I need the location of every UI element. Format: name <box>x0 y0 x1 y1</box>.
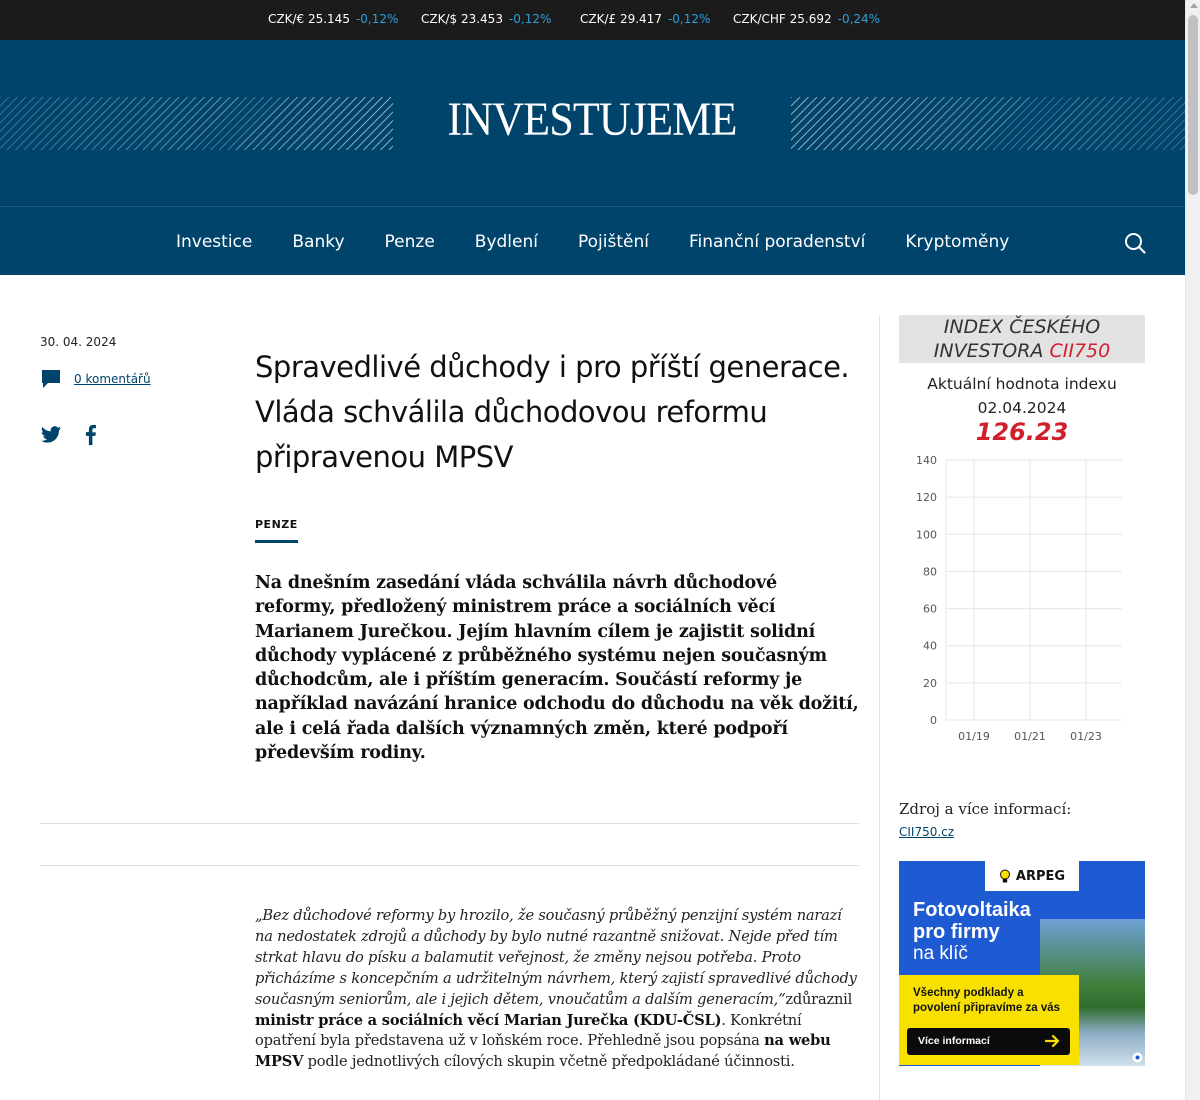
chart-ytick-label: 100 <box>916 528 937 542</box>
ticker-item <box>421 12 551 26</box>
ad-button-label: Více informací <box>918 1035 990 1047</box>
ticker-pair: CZK/$ 23.453 <box>421 12 503 26</box>
nav-item-banky[interactable]: Banky <box>292 231 345 252</box>
comments-block[interactable] <box>40 369 151 389</box>
nav-item-kryptomeny[interactable]: Kryptoměny <box>905 231 1010 252</box>
ad-more-info-button[interactable] <box>907 1028 1070 1055</box>
index-date: 02.04.2024 <box>977 399 1067 417</box>
ad-choices-icon[interactable] <box>1132 1052 1143 1063</box>
nav-item-investice[interactable]: Investice <box>176 231 253 252</box>
divider <box>40 865 859 866</box>
ad-subheadline: na klíč <box>913 943 968 964</box>
chart-ytick-label: 20 <box>923 676 937 690</box>
ticker-pair: CZK/€ 25.145 <box>268 12 350 26</box>
chart-ytick-label: 40 <box>923 639 937 653</box>
category-tag[interactable]: PENZE <box>255 518 298 543</box>
ticker-pair: CZK/£ 29.417 <box>580 12 662 26</box>
chart-ytick-label: 60 <box>923 602 937 616</box>
twitter-icon[interactable] <box>40 424 62 446</box>
body-text: . Konkrétní opatření byla představena už v loňském roce. Přehledně jsou popsána <box>255 1011 802 1050</box>
article-title: Spravedlivé důchody i pro příští generace. Vláda schválila důchodovou reformu připravenou MPSV <box>255 350 850 474</box>
ticker-change: -0,12% <box>508 12 552 26</box>
facebook-icon[interactable] <box>80 424 102 446</box>
scrollbar[interactable] <box>1185 0 1200 1100</box>
sidebar-divider <box>879 315 880 1100</box>
lightbulb-icon <box>999 869 1011 884</box>
chart-ytick-label: 140 <box>916 454 937 467</box>
article-lead: Na dnešním zasedání vláda schválila návrh důchodové reformy, předložený ministrem práce a sociálních věcí Marianem Jurečkou. Jejím hlavním cílem je zajistit solidní důchody vyplácené z průběžného systému nejen současným důchodcům, ale i příštím generacím. Součástí reformy je například navázání hranice odchodu do důchodu na věk dožití, ale i celá řada dalších významných změn, které podpoří především rodiny. <box>255 573 859 764</box>
body-text: podle jednotlivých cílových skupin včetně předpokládané účinnosti. <box>307 1053 795 1071</box>
ad-headline: Fotovoltaika pro firmy <box>913 899 1031 943</box>
chart-ytick-label: 120 <box>916 491 937 505</box>
chart-xtick-label: 01/21 <box>1014 730 1046 743</box>
chart-xtick-label: 01/23 <box>1070 730 1102 743</box>
ticker-pair: CZK/CHF 25.692 <box>733 12 832 26</box>
index-code: CII750 <box>1049 340 1111 362</box>
index-title: INDEX ČESKÉHO INVESTORA <box>933 316 1101 362</box>
divider <box>40 823 859 824</box>
ad-logo <box>985 861 1079 891</box>
decorative-stripes-right <box>791 97 1185 150</box>
currency-ticker <box>0 0 1185 40</box>
speaker-name: ministr práce a sociálních věcí Marian Jurečka (KDU-ČSL) <box>255 1011 722 1029</box>
nav-item-financni-poradenstvi[interactable]: Finanční poradenství <box>688 231 866 252</box>
ticker-item <box>580 12 710 26</box>
chart-xtick-label: 01/19 <box>958 730 990 743</box>
ticker-change: -0,12% <box>355 12 399 26</box>
source-label: Zdroj a více informací: <box>899 800 1072 818</box>
ticker-change: -0,12% <box>667 12 711 26</box>
article-date: 30. 04. 2024 <box>40 335 117 349</box>
article-paragraph <box>255 906 861 1073</box>
search-icon[interactable] <box>1124 232 1146 254</box>
arrow-right-icon <box>1045 1033 1061 1049</box>
index-chart <box>899 450 1145 750</box>
ad-banner[interactable] <box>899 861 1145 1066</box>
index-label: Aktuální hodnota indexu <box>927 375 1117 393</box>
nav-item-pojisteni[interactable]: Pojištění <box>577 231 649 252</box>
ticker-item <box>733 12 880 26</box>
masthead <box>0 40 1185 206</box>
scroll-up-arrow[interactable] <box>1190 3 1198 8</box>
ticker-change: -0,24% <box>837 12 881 26</box>
index-value: 126.23 <box>975 418 1069 446</box>
chart-ytick-label: 0 <box>930 714 937 727</box>
ad-brand: ARPEG <box>1015 868 1066 884</box>
comment-icon[interactable] <box>40 369 62 389</box>
said-text: zdůraznil <box>785 990 853 1008</box>
ticker-item <box>268 12 398 26</box>
comments-link[interactable]: 0 komentářů <box>74 372 151 386</box>
nav-item-bydleni[interactable]: Bydlení <box>474 231 538 252</box>
main-navigation <box>0 206 1185 275</box>
decorative-stripes-left <box>0 97 393 150</box>
source-link[interactable]: CII750.cz <box>899 825 955 839</box>
ad-yellow-text: Všechny podklady a povolení připravíme za vás <box>913 987 1061 1014</box>
nav-list <box>176 207 1049 276</box>
quote-text: „Bez důchodové reformy by hrozilo, že současný průběžný penzijní systém narazí na nedostatek zdrojů a důchody by bylo nutné razantně snižovat. Nejde před tím strkat hlavu do písku a balamutit veřejnost, že změny nejsou potřeba. Proto přicházíme s koncepčním a udržitelným návrhem, který zajistí spravedlivé důchody současným seniorům, ale i jejich dětem, vnoučatům a dalším generacím,“ <box>255 907 857 1008</box>
index-title-box <box>899 315 1145 363</box>
index-label-block <box>899 372 1145 420</box>
scroll-thumb[interactable] <box>1188 15 1198 195</box>
chart-ytick-label: 80 <box>923 565 937 579</box>
site-logo[interactable]: INVESTUJEME <box>447 93 737 146</box>
mpsv-link[interactable]: na webu MPSV <box>255 1032 831 1071</box>
nav-item-penze[interactable]: Penze <box>384 231 435 252</box>
